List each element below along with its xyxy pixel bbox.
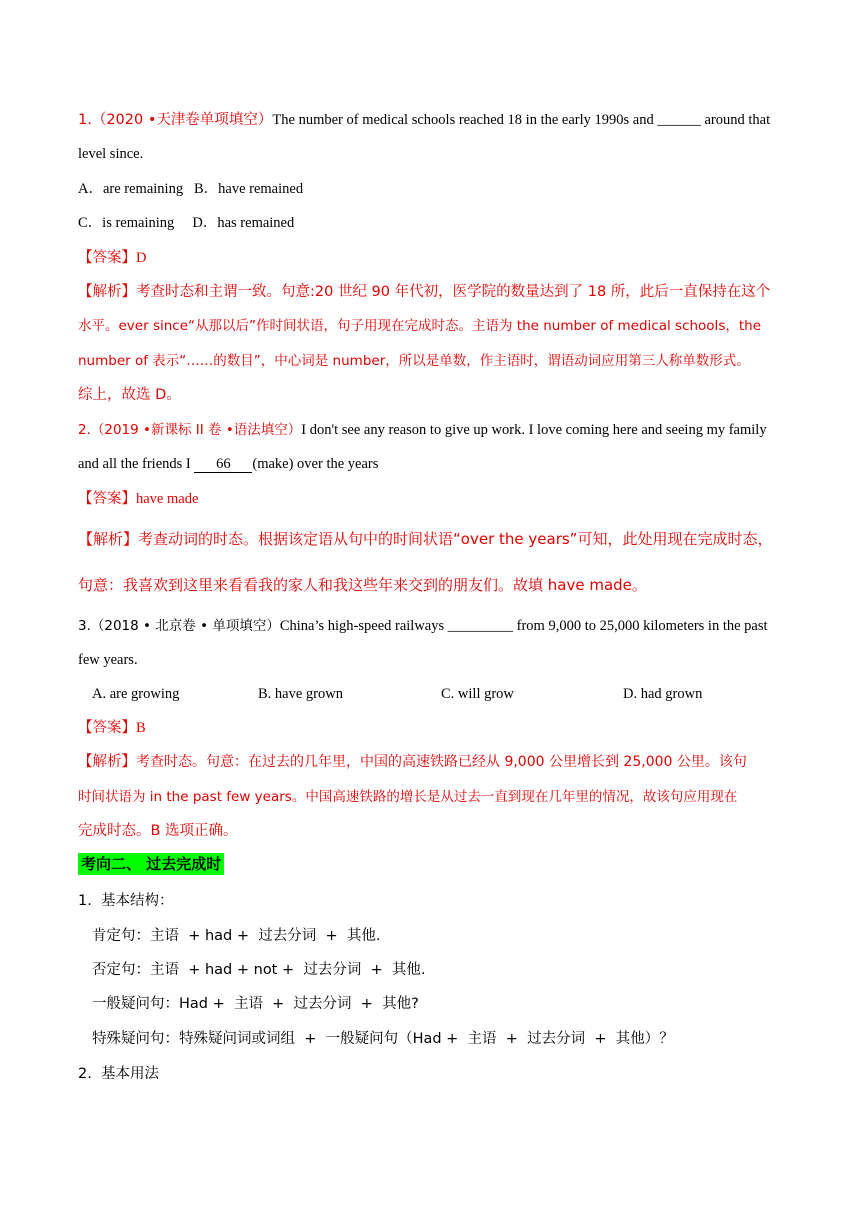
q2-line-2 (78, 454, 378, 474)
q1-options-row-1: A．are remaining B．have remained (78, 181, 304, 197)
q2-answer (78, 489, 198, 509)
q3-stem-a: China’s high-speed railways (279, 618, 448, 634)
q3-option-d: D. had grown (623, 686, 703, 702)
q2-analysis-line-1 (78, 529, 772, 549)
q3-answer-value: B (136, 720, 146, 736)
structure-item-1: 1. 基本结构： (78, 893, 174, 909)
q3-analysis-text-1: 考查时态。句意：在过去的几年里，中国的高速铁路已经从 9,000 公里增长到 25,000 公里。该句 (136, 754, 747, 770)
q2-analysis-text-1: 考查动词的时态。根据该定语从句中的时间状语“over the years”可知，此处用现在完成时态， (138, 530, 773, 548)
q2-stem-a: I don't see any reason to give up work. I love coming here and seeing my family (301, 422, 767, 438)
q2-blank-number: 66 (194, 456, 252, 473)
q1-analysis-line-3: number of 表示“……的数目”，中心词是 number，所以是单数，作主语时，谓语动词应用第三人称单数形式。 (78, 353, 750, 369)
q3-answer-label: 【答案】 (78, 720, 136, 736)
q3-analysis-line-3: 完成时态。B 选项正确。 (78, 823, 238, 839)
q1-line-1 (78, 110, 770, 130)
q1-analysis-text-1: 考查时态和主谓一致。句意:20 世纪 90 年代初，医学院的数量达到了 18 所，此后一直保持在这个 (136, 284, 771, 300)
structure-negative: 否定句：主语 + had + not + 过去分词 + 其他. (92, 962, 426, 978)
section-heading: 考向二、 过去完成时 (78, 853, 224, 875)
q2-answer-value: have made (136, 491, 199, 507)
structure-item-2: 2. 基本用法 (78, 1066, 160, 1082)
q2-stem-c: (make) over the years (252, 456, 379, 472)
q3-blank: _________ (447, 618, 514, 634)
q3-answer (78, 718, 146, 738)
structure-general-question: 一般疑问句：Had + 主语 + 过去分词 + 其他? (92, 996, 419, 1012)
q3-source: 3.（2018 • 北京卷 • 单项填空） (78, 618, 280, 634)
q3-option-a: A. are growing (92, 686, 180, 702)
q3-stem-b: from 9,000 to 25,000 kilometers in the past (513, 618, 768, 634)
structure-affirmative: 肯定句：主语 + had + 过去分词 + 其他. (92, 928, 381, 944)
q1-analysis-label: 【解析】 (78, 284, 136, 300)
q1-answer-label: 【答案】 (78, 250, 136, 266)
q1-answer-value: D (136, 250, 147, 266)
q3-option-b: B. have grown (258, 686, 343, 702)
q3-stem-line-2: few years. (78, 652, 138, 668)
q3-option-c: C. will grow (441, 686, 514, 702)
section-heading-wrap (78, 854, 224, 875)
q1-analysis-line-2: 水平。ever since“从那以后”作时间状语，句子用现在完成时态。主语为 the number of medical schools，the (78, 318, 762, 334)
q1-stem-a: The number of medical schools reached 18 in the early 1990s and (272, 112, 658, 128)
q3-analysis-label: 【解析】 (78, 754, 136, 770)
q2-analysis-label: 【解析】 (78, 530, 139, 548)
q2-analysis-line-2: 句意：我喜欢到这里来看看我的家人和我这些年来交到的朋友们。故填 have made。 (78, 576, 647, 594)
q3-analysis-line-2: 时间状语为 in the past few years。中国高速铁路的增长是从过去一直到现在几年里的情况，故该句应用现在 (78, 789, 738, 805)
q1-analysis-line-1 (78, 282, 770, 302)
q1-stem-b: around that (700, 112, 771, 128)
q1-options-row-2: C．is remaining D．has remained (78, 215, 295, 231)
q2-stem-b: and all the friends I (78, 456, 195, 472)
q3-analysis-line-1 (78, 752, 747, 772)
q1-source: 1.（2020 •天津卷单项填空） (78, 112, 273, 128)
q1-stem-line-2: level since. (78, 146, 144, 162)
q2-line-1 (78, 420, 767, 440)
q1-blank: ______ (657, 112, 701, 128)
q3-line-1 (78, 616, 768, 636)
q1-answer (78, 248, 146, 268)
q2-answer-label: 【答案】 (78, 491, 136, 507)
structure-special-question: 特殊疑问句：特殊疑问词或词组 + 一般疑问句（Had + 主语 + 过去分词 + 其他）？ (92, 1031, 674, 1047)
q2-source: 2.（2019 •新课标 II 卷 •语法填空） (78, 422, 302, 438)
q1-analysis-line-4: 综上，故选 D。 (78, 387, 181, 403)
